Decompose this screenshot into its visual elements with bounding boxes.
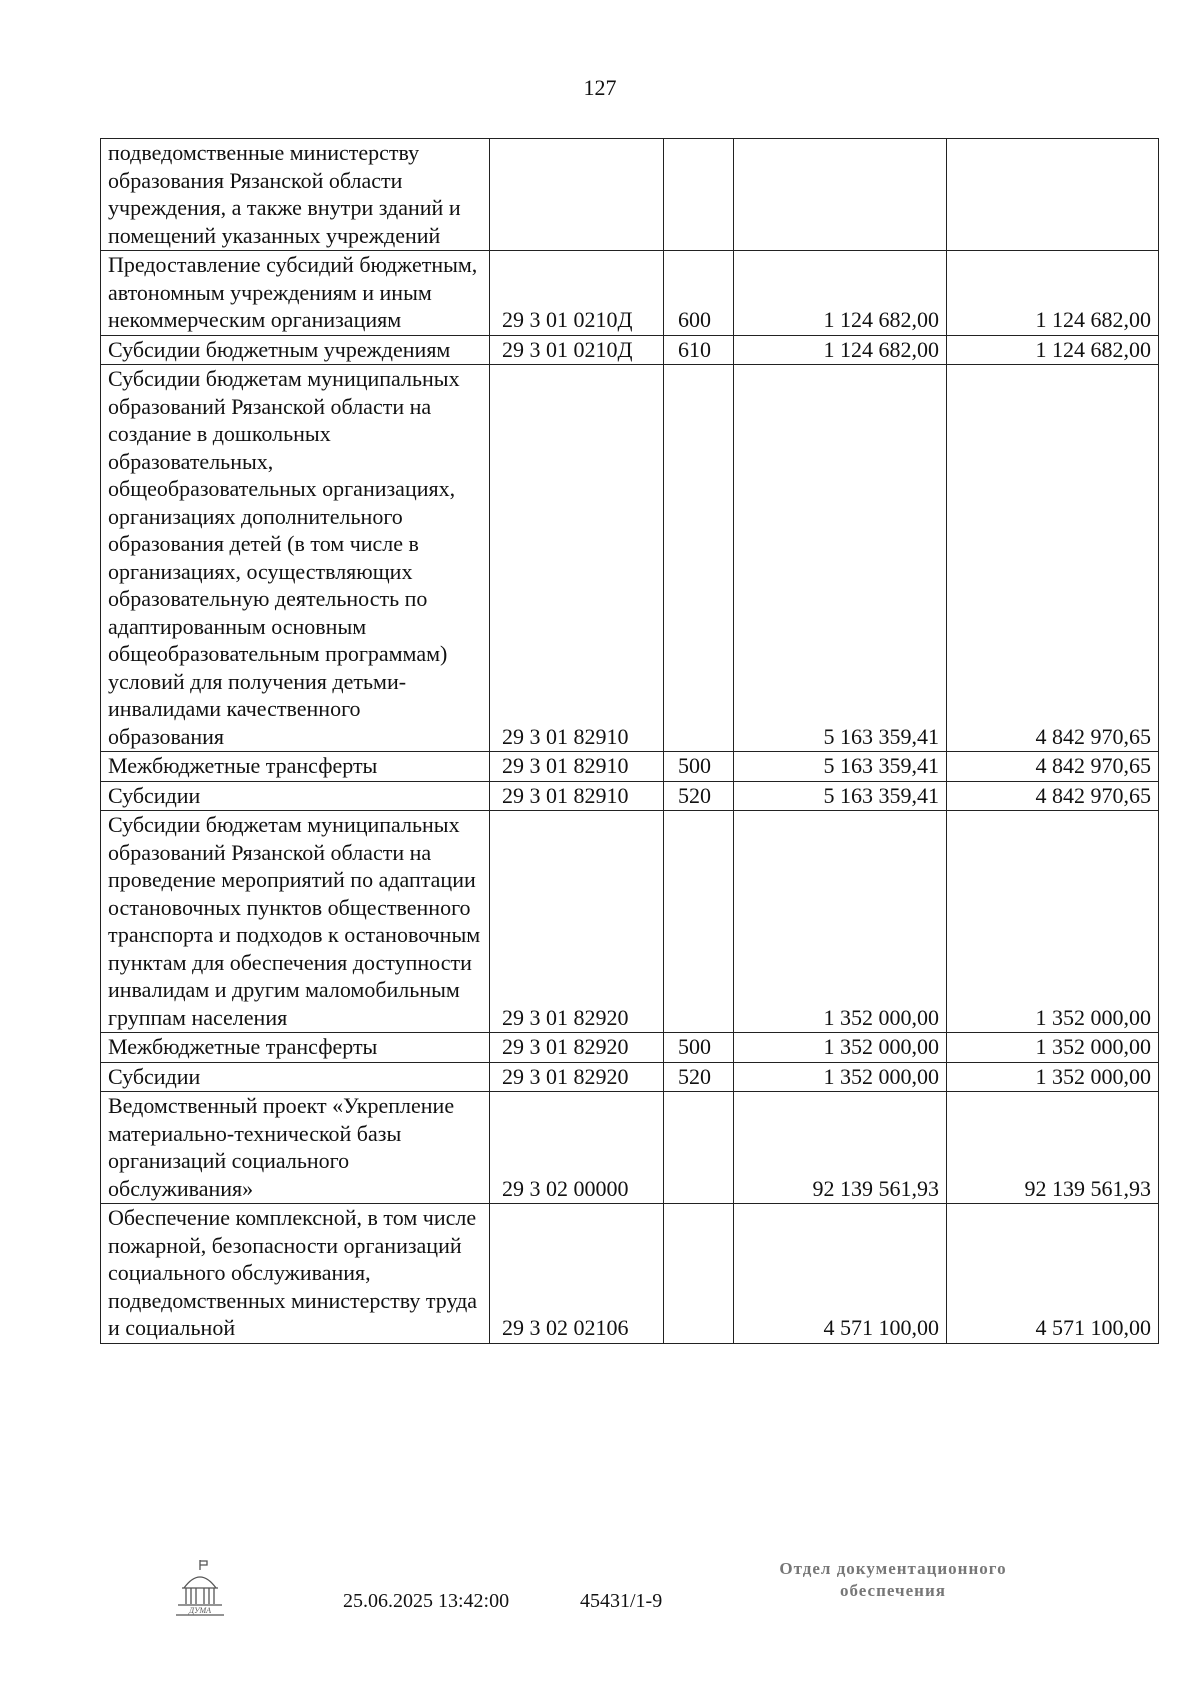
row-name: подведомственные министерству образования Рязанской области учреждения, а также внутри зданий и помещений указанных учреждений: [101, 139, 490, 251]
row-type: [664, 811, 734, 1033]
department-stamp: [748, 1558, 1038, 1602]
row-type: [664, 139, 734, 251]
duma-logo-icon: [172, 1558, 228, 1618]
logo-text: ДУМА: [188, 1606, 212, 1615]
row-sum-2: 92 139 561,93: [947, 1092, 1159, 1204]
row-code: 29 3 01 82910: [490, 365, 664, 752]
row-sum-1: 1 124 682,00: [734, 251, 947, 336]
table-row: [101, 1062, 1159, 1092]
budget-table: [100, 138, 1159, 1344]
stamp-line-2: обеспечения: [840, 1581, 946, 1600]
row-type: 610: [664, 335, 734, 365]
row-code: 29 3 01 0210Д: [490, 335, 664, 365]
row-code: 29 3 01 82920: [490, 1033, 664, 1063]
row-name: Обеспечение комплексной, в том числе пожарной, безопасности организаций социального обслуживания, подведомственных министерству труда и социальной: [101, 1204, 490, 1344]
row-code: 29 3 01 82920: [490, 1062, 664, 1092]
row-name: Субсидии бюджетам муниципальных образований Рязанской области на создание в дошкольных образовательных, общеобразовательных организациях, организациях дополнительного образования детей (в том числе в организациях, осуществляющих образовательную деятельность по адаптированным основным общеобразовательным программам) условий для получения детьми-инвалидами качественного образования: [101, 365, 490, 752]
row-type: 600: [664, 251, 734, 336]
row-name: Предоставление субсидий бюджетным, автономным учреждениям и иным некоммерческим организациям: [101, 251, 490, 336]
row-code: 29 3 01 82910: [490, 752, 664, 782]
footer-date: 25.06.2025 13:42:00: [343, 1590, 510, 1612]
row-type: 500: [664, 1033, 734, 1063]
table-row: [101, 365, 1159, 752]
row-sum-1: 1 124 682,00: [734, 335, 947, 365]
table-row: [101, 139, 1159, 251]
row-sum-2: 4 571 100,00: [947, 1204, 1159, 1344]
row-code: 29 3 01 0210Д: [490, 251, 664, 336]
row-code: 29 3 01 82920: [490, 811, 664, 1033]
row-type: [664, 1204, 734, 1344]
table-row: [101, 1092, 1159, 1204]
table-row: [101, 251, 1159, 336]
row-sum-1: 5 163 359,41: [734, 365, 947, 752]
row-name: Субсидии бюджетам муниципальных образований Рязанской области на проведение мероприятий по адаптации остановочных пунктов общественного транспорта и подходов к остановочным пунктам для обеспечения доступности инвалидам и другим маломобильным группам населения: [101, 811, 490, 1033]
page-number: 127: [583, 75, 617, 100]
row-sum-2: 4 842 970,65: [947, 781, 1159, 811]
table-row: [101, 811, 1159, 1033]
row-sum-1: 5 163 359,41: [734, 752, 947, 782]
row-sum-1: 1 352 000,00: [734, 1033, 947, 1063]
row-code: 29 3 02 00000: [490, 1092, 664, 1204]
row-sum-2: [947, 139, 1159, 251]
row-sum-1: [734, 139, 947, 251]
row-type: [664, 365, 734, 752]
table-row: [101, 781, 1159, 811]
row-sum-1: 1 352 000,00: [734, 1062, 947, 1092]
row-name: Межбюджетные трансферты: [101, 1033, 490, 1063]
stamp-line-1: Отдел документационного: [779, 1559, 1007, 1578]
row-sum-1: 92 139 561,93: [734, 1092, 947, 1204]
row-sum-2: 1 124 682,00: [947, 251, 1159, 336]
row-name: Субсидии: [101, 781, 490, 811]
table-row: [101, 1033, 1159, 1063]
footer-doc-number: 45431/1-9: [580, 1590, 663, 1612]
row-type: 500: [664, 752, 734, 782]
row-sum-2: 1 352 000,00: [947, 1033, 1159, 1063]
row-code: 29 3 02 02106: [490, 1204, 664, 1344]
row-type: 520: [664, 781, 734, 811]
row-sum-2: 1 124 682,00: [947, 335, 1159, 365]
row-sum-2: 4 842 970,65: [947, 365, 1159, 752]
row-sum-2: 4 842 970,65: [947, 752, 1159, 782]
row-name: Субсидии: [101, 1062, 490, 1092]
row-name: Межбюджетные трансферты: [101, 752, 490, 782]
row-type: [664, 1092, 734, 1204]
row-code: [490, 139, 664, 251]
row-type: 520: [664, 1062, 734, 1092]
table-row: [101, 1204, 1159, 1344]
row-sum-2: 1 352 000,00: [947, 811, 1159, 1033]
row-name: Ведомственный проект «Укрепление материально-технической базы организаций социального обслуживания»: [101, 1092, 490, 1204]
row-name: Субсидии бюджетным учреждениям: [101, 335, 490, 365]
row-code: 29 3 01 82910: [490, 781, 664, 811]
row-sum-1: 4 571 100,00: [734, 1204, 947, 1344]
table-row: [101, 752, 1159, 782]
table-row: [101, 335, 1159, 365]
row-sum-2: 1 352 000,00: [947, 1062, 1159, 1092]
row-sum-1: 1 352 000,00: [734, 811, 947, 1033]
row-sum-1: 5 163 359,41: [734, 781, 947, 811]
